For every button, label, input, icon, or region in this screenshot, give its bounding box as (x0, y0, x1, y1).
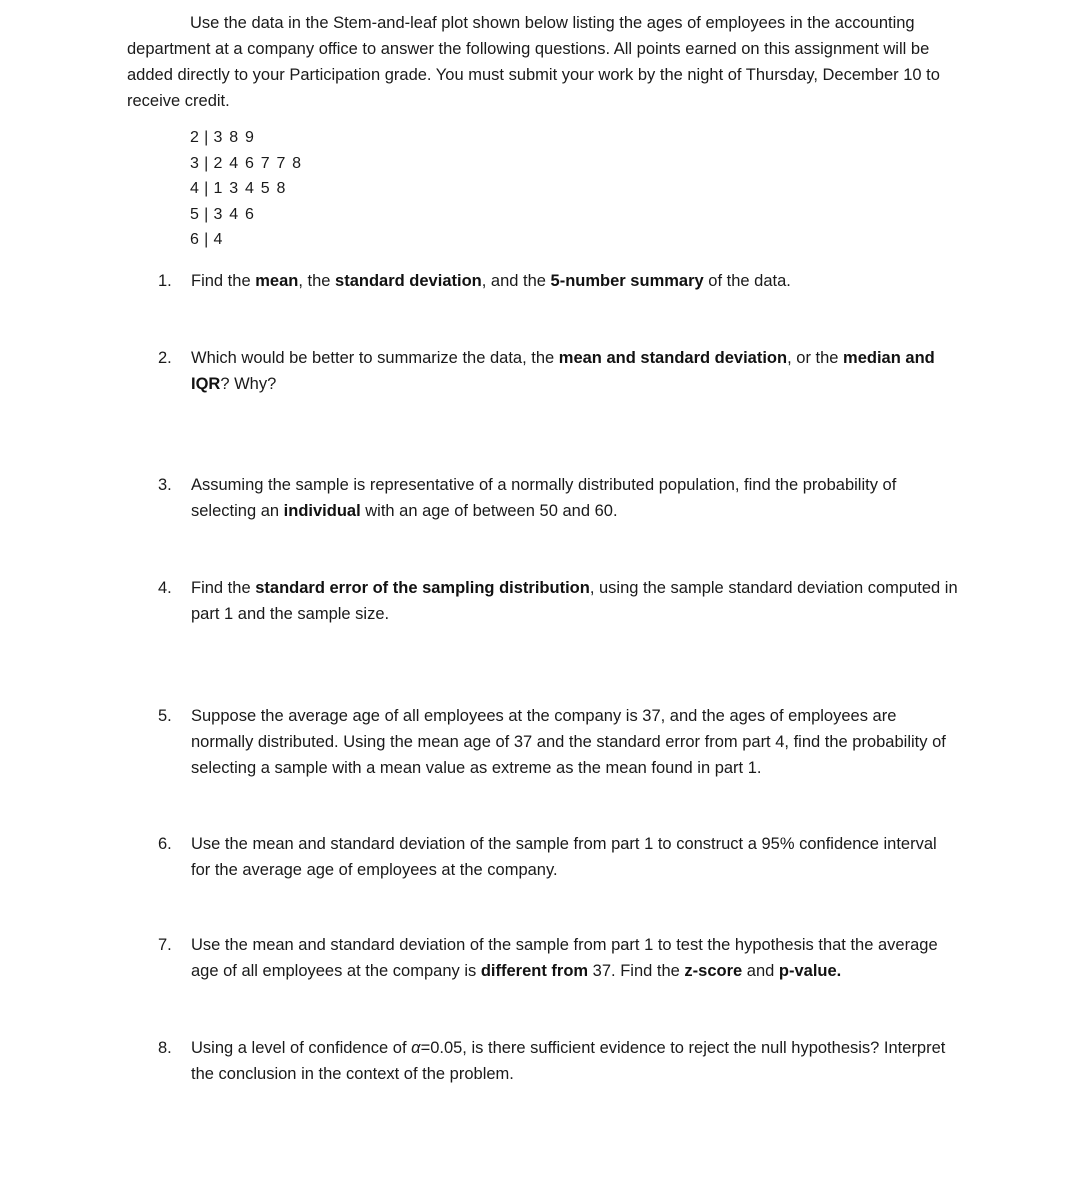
bold-term: standard deviation (335, 272, 482, 290)
question-7 (158, 932, 958, 984)
question-text-run: , and the (481, 272, 551, 290)
question-5 (158, 703, 958, 781)
question-text-run: 37. Find the (588, 962, 685, 980)
stem-separator: | (204, 231, 210, 248)
question-text-run: Suppose the average age of all employees at the company is 37, and the ages of employees are normally distributed. Using the mean age of 37 and the standard error from part 4, find the probability of selecting a sample with a mean value as extreme as the mean found in part 1. (191, 707, 946, 777)
stem-and-leaf-plot (190, 125, 302, 253)
leaves: 2 4 6 7 7 8 (213, 154, 303, 172)
question-3 (158, 472, 958, 524)
bold-term: 5-number summary (550, 272, 704, 290)
bold-term: mean (255, 272, 299, 290)
question-text (191, 268, 958, 294)
stem-separator: | (204, 129, 210, 146)
question-text-run: of the data. (703, 272, 791, 290)
question-text-run: , the (298, 272, 336, 290)
question-text-run: , using the sample standard deviation computed in part 1 and the sample size. (191, 579, 958, 623)
question-text (191, 932, 958, 984)
stem-row (190, 151, 302, 177)
stem: 2 (190, 129, 201, 146)
question-8 (158, 1035, 958, 1087)
question-number: 5. (158, 707, 172, 725)
question-text (191, 472, 958, 524)
bold-term: p-value. (778, 962, 842, 980)
stem: 3 (190, 154, 201, 172)
bold-term: median and IQR (191, 349, 935, 393)
stem-row (190, 202, 302, 228)
question-text (191, 345, 958, 397)
question-text-run: Find the (191, 579, 256, 597)
question-1 (158, 268, 958, 294)
question-text (191, 703, 958, 781)
question-text (191, 831, 958, 883)
bold-term: different from (480, 962, 589, 980)
stem-row (190, 125, 302, 151)
question-text-run: Find the (191, 272, 256, 290)
question-text-run: and (742, 962, 779, 980)
question-text-run: Use the mean and standard deviation of the sample from part 1 to construct a 95% confidence interval for the average age of employees at the company. (191, 835, 937, 879)
leaves: 3 4 6 (213, 205, 256, 223)
question-number: 2. (158, 349, 172, 367)
question-text (191, 575, 958, 627)
question-text-run: ? Why? (220, 375, 277, 393)
question-number: 6. (158, 835, 172, 853)
leaves: 1 3 4 5 8 (213, 180, 287, 197)
stem-separator: | (204, 154, 210, 172)
stem-separator: | (204, 205, 210, 223)
question-number: 4. (158, 579, 172, 597)
bold-term: z-score (684, 962, 743, 980)
leaves: 3 8 9 (213, 129, 256, 146)
question-number: 7. (158, 936, 172, 954)
question-text-run: =0.05, is there sufficient evidence to reject the null hypothesis? Interpret the conclusion in the context of the problem. (191, 1039, 946, 1083)
question-text-run: Which would be better to summarize the data, the (191, 349, 559, 367)
question-text-run: Assuming the sample is representative of a normally distributed population, find the probability of selecting an (191, 476, 897, 520)
question-number: 1. (158, 272, 172, 290)
leaves: 4 (213, 231, 224, 248)
italic-symbol: α (411, 1039, 421, 1057)
stem-separator: | (204, 180, 210, 197)
stem-row (190, 227, 302, 253)
stem: 6 (190, 231, 201, 248)
stem: 4 (190, 180, 201, 197)
question-text-run: , or the (787, 349, 844, 367)
question-2 (158, 345, 958, 397)
bold-term: standard error of the sampling distribution (255, 579, 590, 597)
question-text (191, 1035, 958, 1087)
question-4 (158, 575, 958, 627)
question-number: 3. (158, 476, 172, 494)
question-6 (158, 831, 958, 883)
intro-paragraph: Use the data in the Stem-and-leaf plot shown below listing the ages of employees in the accounting department at a company office to answer the following questions. All points earned on this assignment will be added directly to your Participation grade. You must submit your work by the night of Thursday, December 10 to receive credit. (127, 14, 940, 110)
question-text-run: Using a level of confidence of (191, 1039, 412, 1057)
question-text-run: with an age of between 50 and 60. (360, 502, 618, 520)
bold-term: individual (283, 502, 361, 520)
stem: 5 (190, 205, 201, 223)
stem-row (190, 176, 302, 202)
question-text-run: Use the mean and standard deviation of the sample from part 1 to test the hypothesis that the average age of all employees at the company is (191, 936, 938, 980)
question-number: 8. (158, 1039, 172, 1057)
bold-term: mean and standard deviation (558, 349, 788, 367)
